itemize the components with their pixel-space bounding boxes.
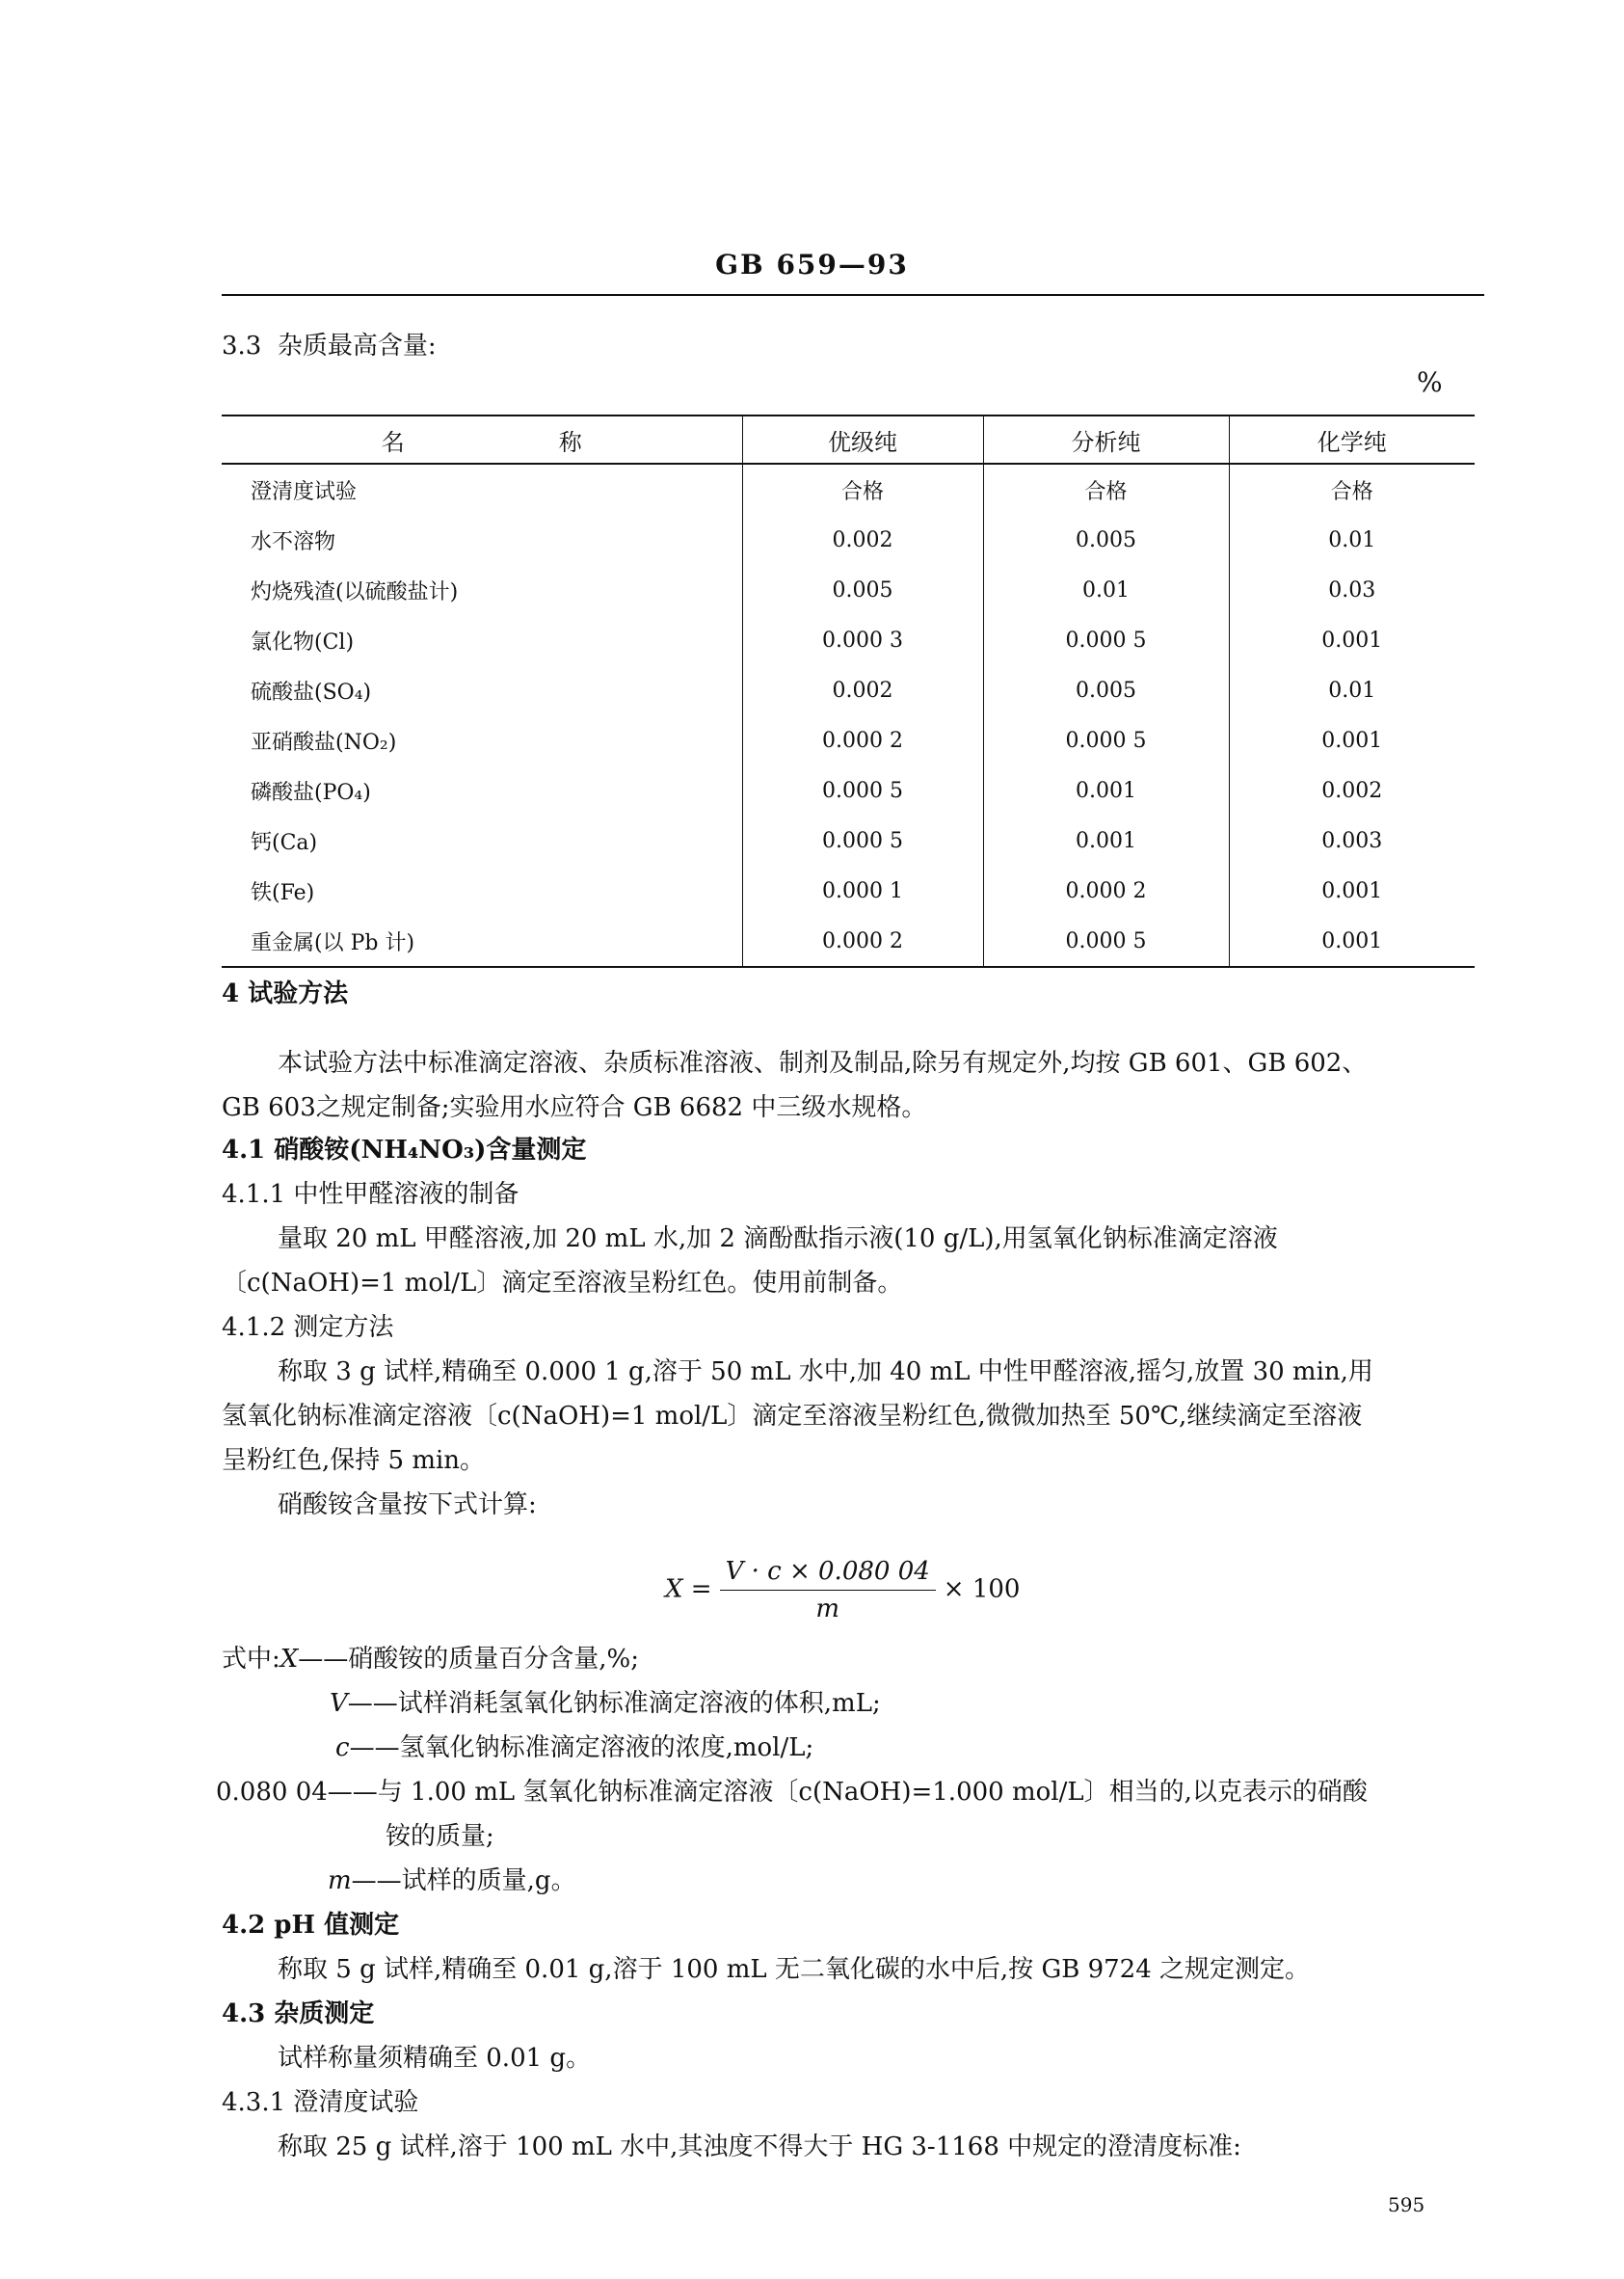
cell-v3: 0.001 bbox=[1229, 615, 1475, 665]
section-4-intro-line2: GB 603之规定制备;实验用水应符合 GB 6682 中三级水规格。 bbox=[222, 1093, 927, 1122]
section-4-1-2-heading: 4.1.2 测定方法 bbox=[222, 1313, 394, 1342]
cell-name: 澄清度试验 bbox=[251, 479, 358, 504]
legend-m-symbol: m bbox=[328, 1866, 352, 1895]
cell-v2: 0.000 2 bbox=[983, 866, 1229, 916]
section-4-3-heading: 4.3 杂质测定 bbox=[222, 1999, 375, 2028]
cell-v2: 0.000 5 bbox=[983, 715, 1229, 765]
section-number: 3.3 bbox=[222, 332, 262, 361]
unit-label: % bbox=[1417, 366, 1443, 398]
legend-c-description: ——氢氧化钠标准滴定溶液的浓度,mol/L; bbox=[349, 1733, 814, 1762]
legend-m-description: ——试样的质量,g。 bbox=[351, 1866, 576, 1895]
header-name-right: 称 bbox=[558, 428, 582, 456]
table-row bbox=[222, 816, 1475, 866]
legend-c-symbol: c bbox=[335, 1733, 350, 1762]
legend-x-symbol: X bbox=[280, 1645, 299, 1674]
legend-x-description: ——硝酸铵的质量百分含量,%; bbox=[298, 1645, 640, 1674]
cell-v1: 0.000 2 bbox=[742, 715, 983, 765]
section-3-3-heading bbox=[222, 326, 437, 362]
legend-m bbox=[328, 1861, 576, 1896]
section-4-1-2-line3: 呈粉红色,保持 5 min。 bbox=[222, 1446, 486, 1475]
cell-v3: 0.03 bbox=[1229, 565, 1475, 615]
header-grade1: 优级纯 bbox=[742, 416, 983, 464]
cell-v3: 0.001 bbox=[1229, 866, 1475, 916]
cell-name: 水不溶物 bbox=[251, 529, 336, 554]
legend-intro: 式中: bbox=[222, 1645, 280, 1674]
legend-v-description: ——试样消耗氢氧化钠标准滴定溶液的体积,mL; bbox=[347, 1689, 881, 1718]
section-4-1-1-line2: 〔c(NaOH)=1 mol/L〕滴定至溶液呈粉红色。使用前制备。 bbox=[222, 1269, 903, 1298]
table-row bbox=[222, 615, 1475, 665]
legend-k-cont: 铵的质量; bbox=[386, 1822, 494, 1851]
section-4-heading: 4 试验方法 bbox=[222, 979, 349, 1008]
cell-name: 铁(Fe) bbox=[251, 880, 315, 905]
cell-name: 氯化物(Cl) bbox=[251, 630, 355, 655]
section-4-2-heading: 4.2 pH 值测定 bbox=[222, 1911, 400, 1940]
cell-name: 重金属(以 Pb 计) bbox=[222, 916, 742, 967]
formula-fraction bbox=[720, 1557, 936, 1623]
cell-v3: 0.01 bbox=[1229, 515, 1475, 565]
cell-v2: 0.001 bbox=[983, 816, 1229, 866]
table-row bbox=[222, 765, 1475, 816]
cell-v2: 0.005 bbox=[983, 515, 1229, 565]
section-4-3-1-line1: 称取 25 g 试样,溶于 100 mL 水中,其浊度不得大于 HG 3-1168 中规定的澄清度标准: bbox=[278, 2132, 1241, 2161]
cell-v2: 0.000 5 bbox=[983, 916, 1229, 967]
header-name-left: 名 bbox=[381, 428, 405, 456]
cell-v1: 合格 bbox=[742, 464, 983, 515]
cell-v1: 0.000 5 bbox=[742, 765, 983, 816]
cell-v2: 0.005 bbox=[983, 665, 1229, 715]
legend-x bbox=[222, 1639, 639, 1675]
header-grade3: 化学纯 bbox=[1229, 416, 1475, 464]
cell-name: 灼烧残渣(以硫酸盐计) bbox=[251, 579, 459, 604]
table-row bbox=[222, 916, 1475, 967]
formula-lhs: X = bbox=[665, 1574, 712, 1604]
table-row bbox=[222, 866, 1475, 916]
cell-v2: 0.000 5 bbox=[983, 615, 1229, 665]
legend-v-symbol: V bbox=[330, 1689, 348, 1718]
cell-v3: 合格 bbox=[1229, 464, 1475, 515]
cell-v2: 0.01 bbox=[983, 565, 1229, 615]
section-4-intro-line1: 本试验方法中标准滴定溶液、杂质标准溶液、制剂及制品,除另有规定外,均按 GB 601、GB 602、 bbox=[278, 1049, 1368, 1078]
section-title: 杂质最高含量: bbox=[277, 332, 437, 361]
cell-v3: 0.001 bbox=[1229, 715, 1475, 765]
cell-v3: 0.002 bbox=[1229, 765, 1475, 816]
section-4-1-2-line2: 氢氧化钠标准滴定溶液〔c(NaOH)=1 mol/L〕滴定至溶液呈粉红色,微微加热至 50℃,继续滴定至溶液 bbox=[222, 1402, 1363, 1431]
header-name bbox=[222, 416, 742, 464]
section-4-1-1-heading: 4.1.1 中性甲醛溶液的制备 bbox=[222, 1180, 519, 1209]
cell-v3: 0.003 bbox=[1229, 816, 1475, 866]
cell-v1: 0.002 bbox=[742, 665, 983, 715]
cell-v1: 0.002 bbox=[742, 515, 983, 565]
section-4-3-line1: 试样称量须精确至 0.01 g。 bbox=[278, 2044, 592, 2073]
cell-v3: 0.001 bbox=[1229, 916, 1475, 967]
header-grade2: 分析纯 bbox=[983, 416, 1229, 464]
section-4-2-line1: 称取 5 g 试样,精确至 0.01 g,溶于 100 mL 无二氧化碳的水中后,按 GB 9724 之规定测定。 bbox=[278, 1955, 1311, 1984]
formula-denominator: m bbox=[815, 1595, 839, 1623]
table-row bbox=[222, 515, 1475, 565]
section-4-1-heading: 4.1 硝酸铵(NH₄NO₃)含量测定 bbox=[222, 1136, 587, 1165]
cell-v1: 0.000 3 bbox=[742, 615, 983, 665]
formula-rhs: × 100 bbox=[943, 1574, 1021, 1604]
legend-k-symbol: 0.080 04 bbox=[216, 1778, 328, 1807]
formula bbox=[665, 1557, 1020, 1623]
cell-v1: 0.000 2 bbox=[742, 916, 983, 967]
legend-v bbox=[330, 1683, 881, 1719]
legend-k-description1: ——与 1.00 mL 氢氧化钠标准滴定溶液〔c(NaOH)=1.000 mol/L〕相当的,以克表示的硝酸 bbox=[327, 1778, 1368, 1807]
cell-v1: 0.005 bbox=[742, 565, 983, 615]
section-4-1-1-line1: 量取 20 mL 甲醛溶液,加 20 mL 水,加 2 滴酚酞指示液(10 g/L),用氢氧化钠标准滴定溶液 bbox=[278, 1224, 1278, 1253]
header-rule bbox=[222, 294, 1484, 296]
cell-v2: 0.001 bbox=[983, 765, 1229, 816]
legend-k bbox=[216, 1772, 1368, 1808]
cell-v1: 0.000 5 bbox=[742, 816, 983, 866]
section-4-1-2-line4: 硝酸铵含量按下式计算: bbox=[278, 1490, 537, 1519]
table-row bbox=[222, 464, 1475, 515]
formula-numerator: V · c × 0.080 04 bbox=[720, 1557, 936, 1591]
cell-v1: 0.000 1 bbox=[742, 866, 983, 916]
table-row bbox=[222, 715, 1475, 765]
table-row bbox=[222, 565, 1475, 615]
impurity-table bbox=[222, 415, 1475, 968]
document-header: GB 659—93 bbox=[715, 249, 909, 281]
cell-v2: 合格 bbox=[983, 464, 1229, 515]
table-header-row bbox=[222, 416, 1475, 464]
cell-name: 亚硝酸盐(NO₂) bbox=[251, 730, 397, 755]
section-4-1-2-line1: 称取 3 g 试样,精确至 0.000 1 g,溶于 50 mL 水中,加 40 mL 中性甲醛溶液,摇匀,放置 30 min,用 bbox=[278, 1357, 1373, 1386]
cell-v3: 0.01 bbox=[1229, 665, 1475, 715]
table-row bbox=[222, 665, 1475, 715]
cell-name: 钙(Ca) bbox=[251, 830, 318, 855]
cell-name: 硫酸盐(SO₄) bbox=[251, 680, 372, 705]
page-number: 595 bbox=[1388, 2193, 1425, 2216]
section-4-3-1-heading: 4.3.1 澄清度试验 bbox=[222, 2088, 419, 2117]
cell-name: 磷酸盐(PO₄) bbox=[251, 780, 371, 805]
legend-c bbox=[335, 1728, 813, 1763]
